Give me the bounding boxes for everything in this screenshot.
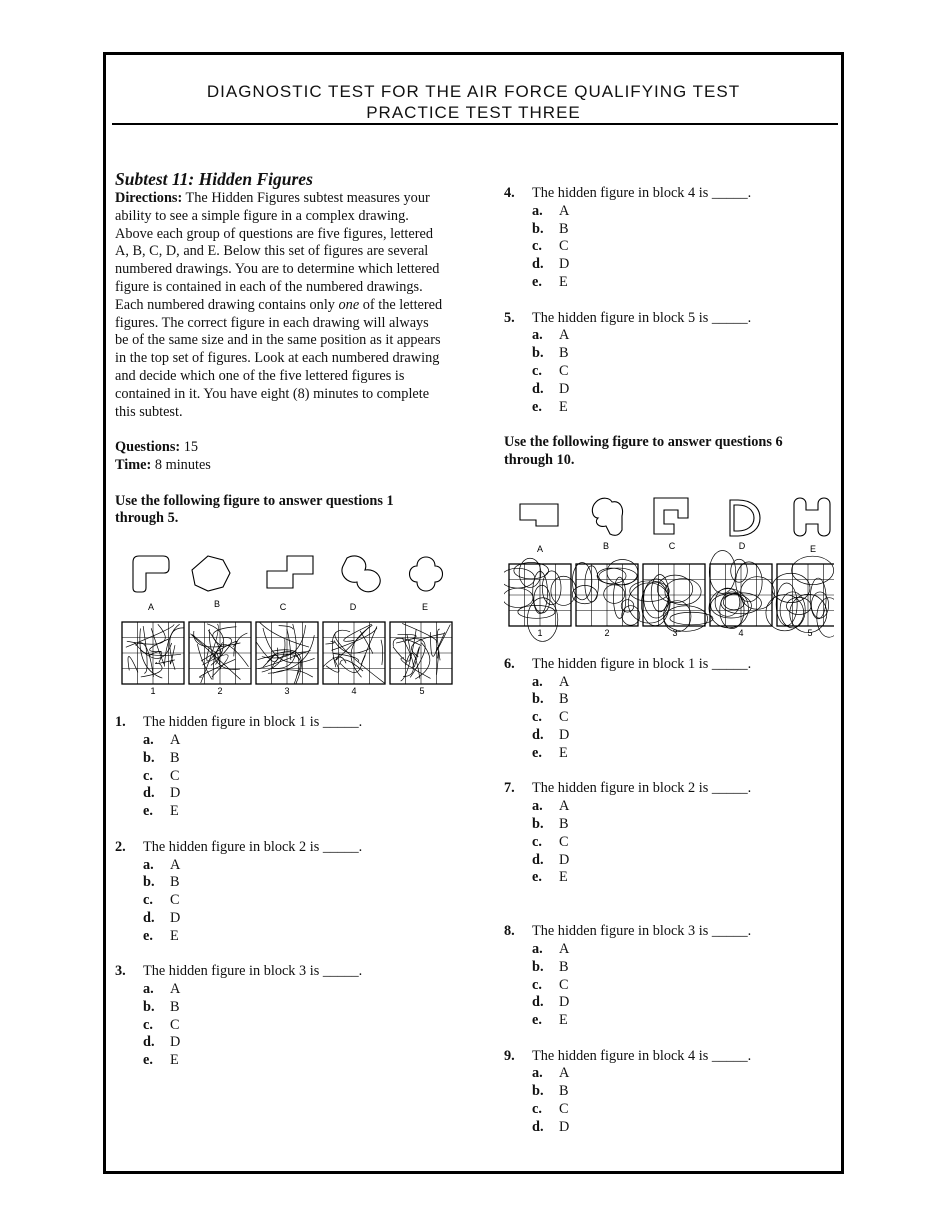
answer-option[interactable]: e. E	[532, 273, 568, 290]
figure-2-drawing	[504, 470, 834, 642]
figure2-shape-a	[520, 504, 558, 526]
question-6-text: The hidden figure in block 1 is _____.	[532, 655, 752, 672]
figure1-letter-b: B	[213, 599, 221, 610]
answer-option[interactable]: d. D	[532, 726, 570, 743]
page-frame	[103, 52, 844, 1174]
question-2-text: The hidden figure in block 2 is _____.	[143, 838, 363, 855]
figure1-shape-b	[192, 556, 230, 591]
answer-option[interactable]: b. B	[143, 749, 180, 766]
answer-option[interactable]: a. A	[532, 673, 570, 690]
question-3-text: The hidden figure in block 3 is _____.	[143, 963, 363, 980]
answer-option[interactable]: e. E	[532, 1012, 568, 1029]
right-column	[504, 185, 824, 1137]
figure2-instruction: Use the following figure to answer questions 6 through 10.	[504, 434, 783, 468]
figure1-letter-a: A	[147, 602, 155, 613]
figure2-number-3: 3	[672, 627, 678, 638]
answer-option[interactable]: a. A	[532, 202, 570, 219]
answer-option[interactable]: e. E	[143, 803, 179, 820]
figure1-shape-e	[410, 557, 443, 591]
question-3: 3. The hidden figure in block 3 is _____. a. A b. B c. C d. D e. E	[115, 963, 445, 1070]
answer-option[interactable]: b. B	[532, 220, 569, 237]
answer-option[interactable]: c. C	[532, 976, 569, 993]
question-1-text: The hidden figure in block 1 is _____.	[143, 714, 363, 731]
time-limit: Time: 8 minutes	[115, 456, 211, 473]
answer-option[interactable]: c. C	[532, 238, 569, 255]
answer-option[interactable]: e. E	[532, 744, 568, 761]
figure2-letter-d: D	[738, 540, 746, 551]
answer-option[interactable]: b. B	[532, 691, 569, 708]
answer-option[interactable]: e. E	[532, 398, 568, 415]
answer-option[interactable]: d. D	[532, 1118, 570, 1135]
directions-text-1: The Hidden Figures subtest measures your ability to see a simple figure in a complex drawing. Above each group of questions are five figures, lettered A, B, C, D, and E. Below this set of figures are several numbered drawings. You are to determine which lettered figure is contained in each of the numbered drawings. Each numbered drawing contains only	[115, 190, 440, 313]
answer-option[interactable]: e. E	[143, 927, 179, 944]
figure1-number-5: 5	[419, 686, 425, 697]
answer-option[interactable]: a. A	[532, 1065, 570, 1082]
answer-option[interactable]: c. C	[532, 709, 569, 726]
numbered-block	[390, 622, 452, 684]
figure1-number-3: 3	[284, 686, 290, 697]
question-4: 4. The hidden figure in block 4 is _____. a. A b. B c. C d. D e. E	[504, 185, 824, 292]
figure2-shape-e	[794, 498, 830, 536]
answer-option[interactable]: c. C	[532, 1101, 569, 1118]
figure-1-drawing	[115, 528, 455, 700]
figure1-number-2: 2	[217, 686, 223, 697]
answer-option[interactable]: b. B	[143, 874, 180, 891]
figure1-shape-a	[133, 556, 169, 592]
figure2-number-4: 4	[738, 627, 744, 638]
figure1-instruction: Use the following figure to answer questions 1 through 5.	[115, 492, 394, 527]
header-subtitle: PRACTICE TEST THREE	[366, 103, 581, 122]
figure1-letter-d: D	[349, 602, 357, 613]
answer-option[interactable]: c. C	[143, 767, 180, 784]
answer-option[interactable]: c. C	[143, 1016, 180, 1033]
answer-option[interactable]: a. A	[143, 731, 181, 748]
numbered-block	[256, 622, 318, 684]
answer-option[interactable]: a. A	[532, 327, 570, 344]
answer-option[interactable]: b. B	[532, 815, 569, 832]
figure2-number-1: 1	[537, 627, 543, 638]
header-divider	[112, 123, 838, 125]
figure-2	[504, 470, 824, 642]
figure2-letter-b: B	[602, 540, 610, 551]
figure1-shape-d	[342, 556, 380, 592]
answer-option[interactable]: d. D	[532, 851, 570, 868]
figure1-number-4: 4	[351, 686, 357, 697]
question-4-text: The hidden figure in block 4 is _____.	[532, 185, 752, 201]
answer-option[interactable]: c. C	[143, 892, 180, 909]
answer-option[interactable]: d. D	[143, 785, 181, 802]
question-7-text: The hidden figure in block 2 is _____.	[532, 780, 752, 797]
subtest-title: Subtest 11: Hidden Figures	[115, 169, 313, 189]
answer-option[interactable]: c. C	[532, 362, 569, 379]
answer-option[interactable]: e. E	[143, 1052, 179, 1069]
figure2-shape-d	[730, 500, 760, 536]
question-5: 5. The hidden figure in block 5 is _____. a. A b. B c. C d. D e. E	[504, 310, 824, 417]
answer-option[interactable]: d. D	[532, 256, 570, 273]
figure1-letter-c: C	[279, 602, 287, 613]
question-6: 6. The hidden figure in block 1 is _____. a. A b. B c. C d. D e. E	[504, 656, 824, 763]
figure2-shape-b	[592, 498, 622, 535]
answer-option[interactable]: b. B	[143, 998, 180, 1015]
answer-option[interactable]: b. B	[532, 1083, 569, 1100]
numbered-block	[709, 550, 774, 628]
page-header	[106, 81, 841, 123]
answer-option[interactable]: c. C	[532, 833, 569, 850]
answer-option[interactable]: e. E	[532, 869, 568, 886]
numbered-block	[766, 556, 834, 637]
numbered-block	[189, 622, 251, 684]
questions-count: Questions: 15	[115, 439, 199, 456]
figure2-number-2: 2	[604, 627, 610, 638]
answer-option[interactable]: b. B	[532, 345, 569, 362]
answer-option[interactable]: d. D	[532, 380, 570, 397]
directions-text-2: of the lettered figures. The correct figure in each drawing will always be of the same size and in the same position as it appears in the top set of figures. Look at each numbered drawing and decide which one of the five lettered figures is contained in it. You have eight (8) minutes to complete this subtest.	[115, 296, 443, 420]
figure1-letter-e: E	[421, 602, 429, 613]
directions-label: Directions:	[115, 190, 183, 206]
answer-option[interactable]: d. D	[532, 994, 570, 1011]
header-title: DIAGNOSTIC TEST FOR THE AIR FORCE QUALIFYING TEST	[206, 82, 741, 101]
left-column	[115, 168, 445, 1070]
question-9: 9. The hidden figure in block 4 is _____. a. A b. B c. C d. D	[504, 1048, 824, 1137]
figure1-shape-c	[267, 556, 313, 588]
figure1-number-1: 1	[150, 686, 156, 697]
question-7: 7. The hidden figure in block 2 is _____. a. A b. B c. C d. D e. E	[504, 780, 824, 887]
question-8-text: The hidden figure in block 3 is _____.	[532, 923, 752, 940]
answer-option[interactable]: d. D	[143, 1034, 181, 1051]
directions	[115, 190, 445, 421]
answer-option[interactable]: a. A	[143, 981, 181, 998]
figure2-letter-a: A	[536, 543, 544, 554]
answer-option[interactable]: a. A	[143, 856, 181, 873]
directions-emphasis: one	[338, 296, 360, 313]
figure-1	[115, 528, 445, 700]
figure2-letter-e: E	[809, 543, 817, 554]
answer-option[interactable]: a. A	[532, 798, 570, 815]
numbered-block	[323, 622, 385, 684]
question-5-text: The hidden figure in block 5 is _____.	[532, 309, 752, 326]
answer-option[interactable]: b. B	[532, 958, 569, 975]
numbered-block	[628, 564, 713, 632]
question-9-text: The hidden figure in block 4 is _____.	[532, 1047, 752, 1064]
figure2-shape-c	[654, 498, 688, 534]
answer-option[interactable]: a. A	[532, 940, 570, 957]
figure2-number-5: 5	[807, 627, 813, 638]
figure2-letter-c: C	[668, 540, 676, 551]
question-1: 1. The hidden figure in block 1 is _____. a. A b. B c. C d. D e. E	[115, 714, 445, 821]
answer-option[interactable]: d. D	[143, 909, 181, 926]
numbered-block	[122, 622, 184, 684]
question-8: 8. The hidden figure in block 3 is _____. a. A b. B c. C d. D e. E	[504, 923, 824, 1030]
question-2: 2. The hidden figure in block 2 is _____. a. A b. B c. C d. D e. E	[115, 839, 445, 946]
